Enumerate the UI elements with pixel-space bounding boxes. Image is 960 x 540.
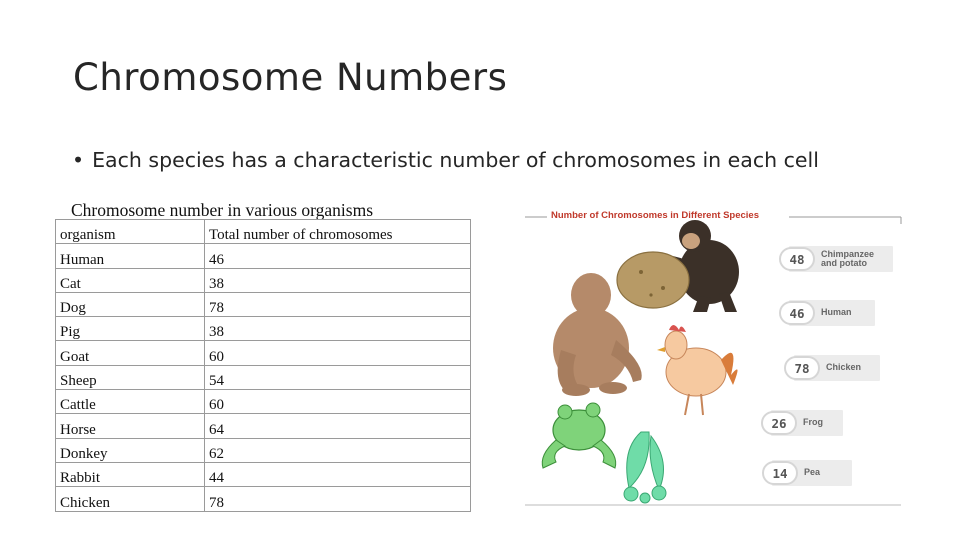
table-header-cell: Total number of chromosomes [205, 220, 471, 244]
organism-cell: Goat [56, 341, 205, 365]
count-cell: 54 [205, 365, 471, 389]
count-cell: 60 [205, 390, 471, 414]
organism-cell: Chicken [56, 487, 205, 511]
organism-cell: Human [56, 244, 205, 268]
chromosome-table-figure [55, 197, 473, 513]
organism-cell: Donkey [56, 438, 205, 462]
tag-chimpanzee-potato [789, 246, 893, 272]
count-cell: 38 [205, 268, 471, 292]
count-cell: 46 [205, 244, 471, 268]
organism-cell: Pig [56, 317, 205, 341]
tag-label: Frog [803, 417, 823, 428]
tag-number: 26 [761, 411, 797, 435]
tag-frog [771, 410, 843, 436]
organism-cell: Sheep [56, 365, 205, 389]
tag-label: Chicken [826, 362, 862, 373]
tag-label: Human [821, 307, 852, 318]
pea-icon [624, 432, 666, 503]
slide-title: Chromosome Numbers [73, 56, 508, 99]
chromosome-table [55, 219, 471, 512]
bullet-text: Each species has a characteristic number of chromosomes in each cell [92, 148, 819, 172]
table-caption: Chromosome number in various organisms [71, 200, 374, 220]
table-row [56, 341, 471, 365]
tag-label: Pea [804, 467, 821, 478]
table-row [56, 244, 471, 268]
table-header-cell: organism [56, 220, 205, 244]
chicken-icon [657, 325, 738, 415]
count-cell: 64 [205, 414, 471, 438]
table-row [56, 462, 471, 486]
organism-cell: Rabbit [56, 462, 205, 486]
table-row [56, 317, 471, 341]
bullet-dot-icon: • [72, 148, 85, 172]
table-row [56, 390, 471, 414]
tag-label: Chimpanzee and potato [821, 248, 875, 268]
organism-cell: Dog [56, 292, 205, 316]
table-row [56, 487, 471, 511]
tag-human [789, 300, 875, 326]
tag-chicken [794, 355, 880, 381]
table-row [56, 365, 471, 389]
frog-icon [542, 403, 615, 468]
count-cell: 62 [205, 438, 471, 462]
organism-cell: Horse [56, 414, 205, 438]
count-cell: 44 [205, 462, 471, 486]
table-row [56, 438, 471, 462]
count-cell: 60 [205, 341, 471, 365]
count-cell: 38 [205, 317, 471, 341]
organism-cell: Cattle [56, 390, 205, 414]
table-row [56, 414, 471, 438]
species-illustration [521, 200, 906, 510]
tag-number: 78 [784, 356, 820, 380]
illustration-title: Number of Chromosomes in Different Species [551, 210, 759, 221]
potato-icon [617, 252, 689, 308]
table-header-row [56, 220, 471, 244]
count-cell: 78 [205, 292, 471, 316]
table-row [56, 292, 471, 316]
count-cell: 78 [205, 487, 471, 511]
tag-number: 48 [779, 247, 815, 271]
tag-number: 14 [762, 461, 798, 485]
bullet-point [72, 148, 819, 172]
tag-pea [772, 460, 852, 486]
tag-number: 46 [779, 301, 815, 325]
table-row [56, 268, 471, 292]
organism-cell: Cat [56, 268, 205, 292]
